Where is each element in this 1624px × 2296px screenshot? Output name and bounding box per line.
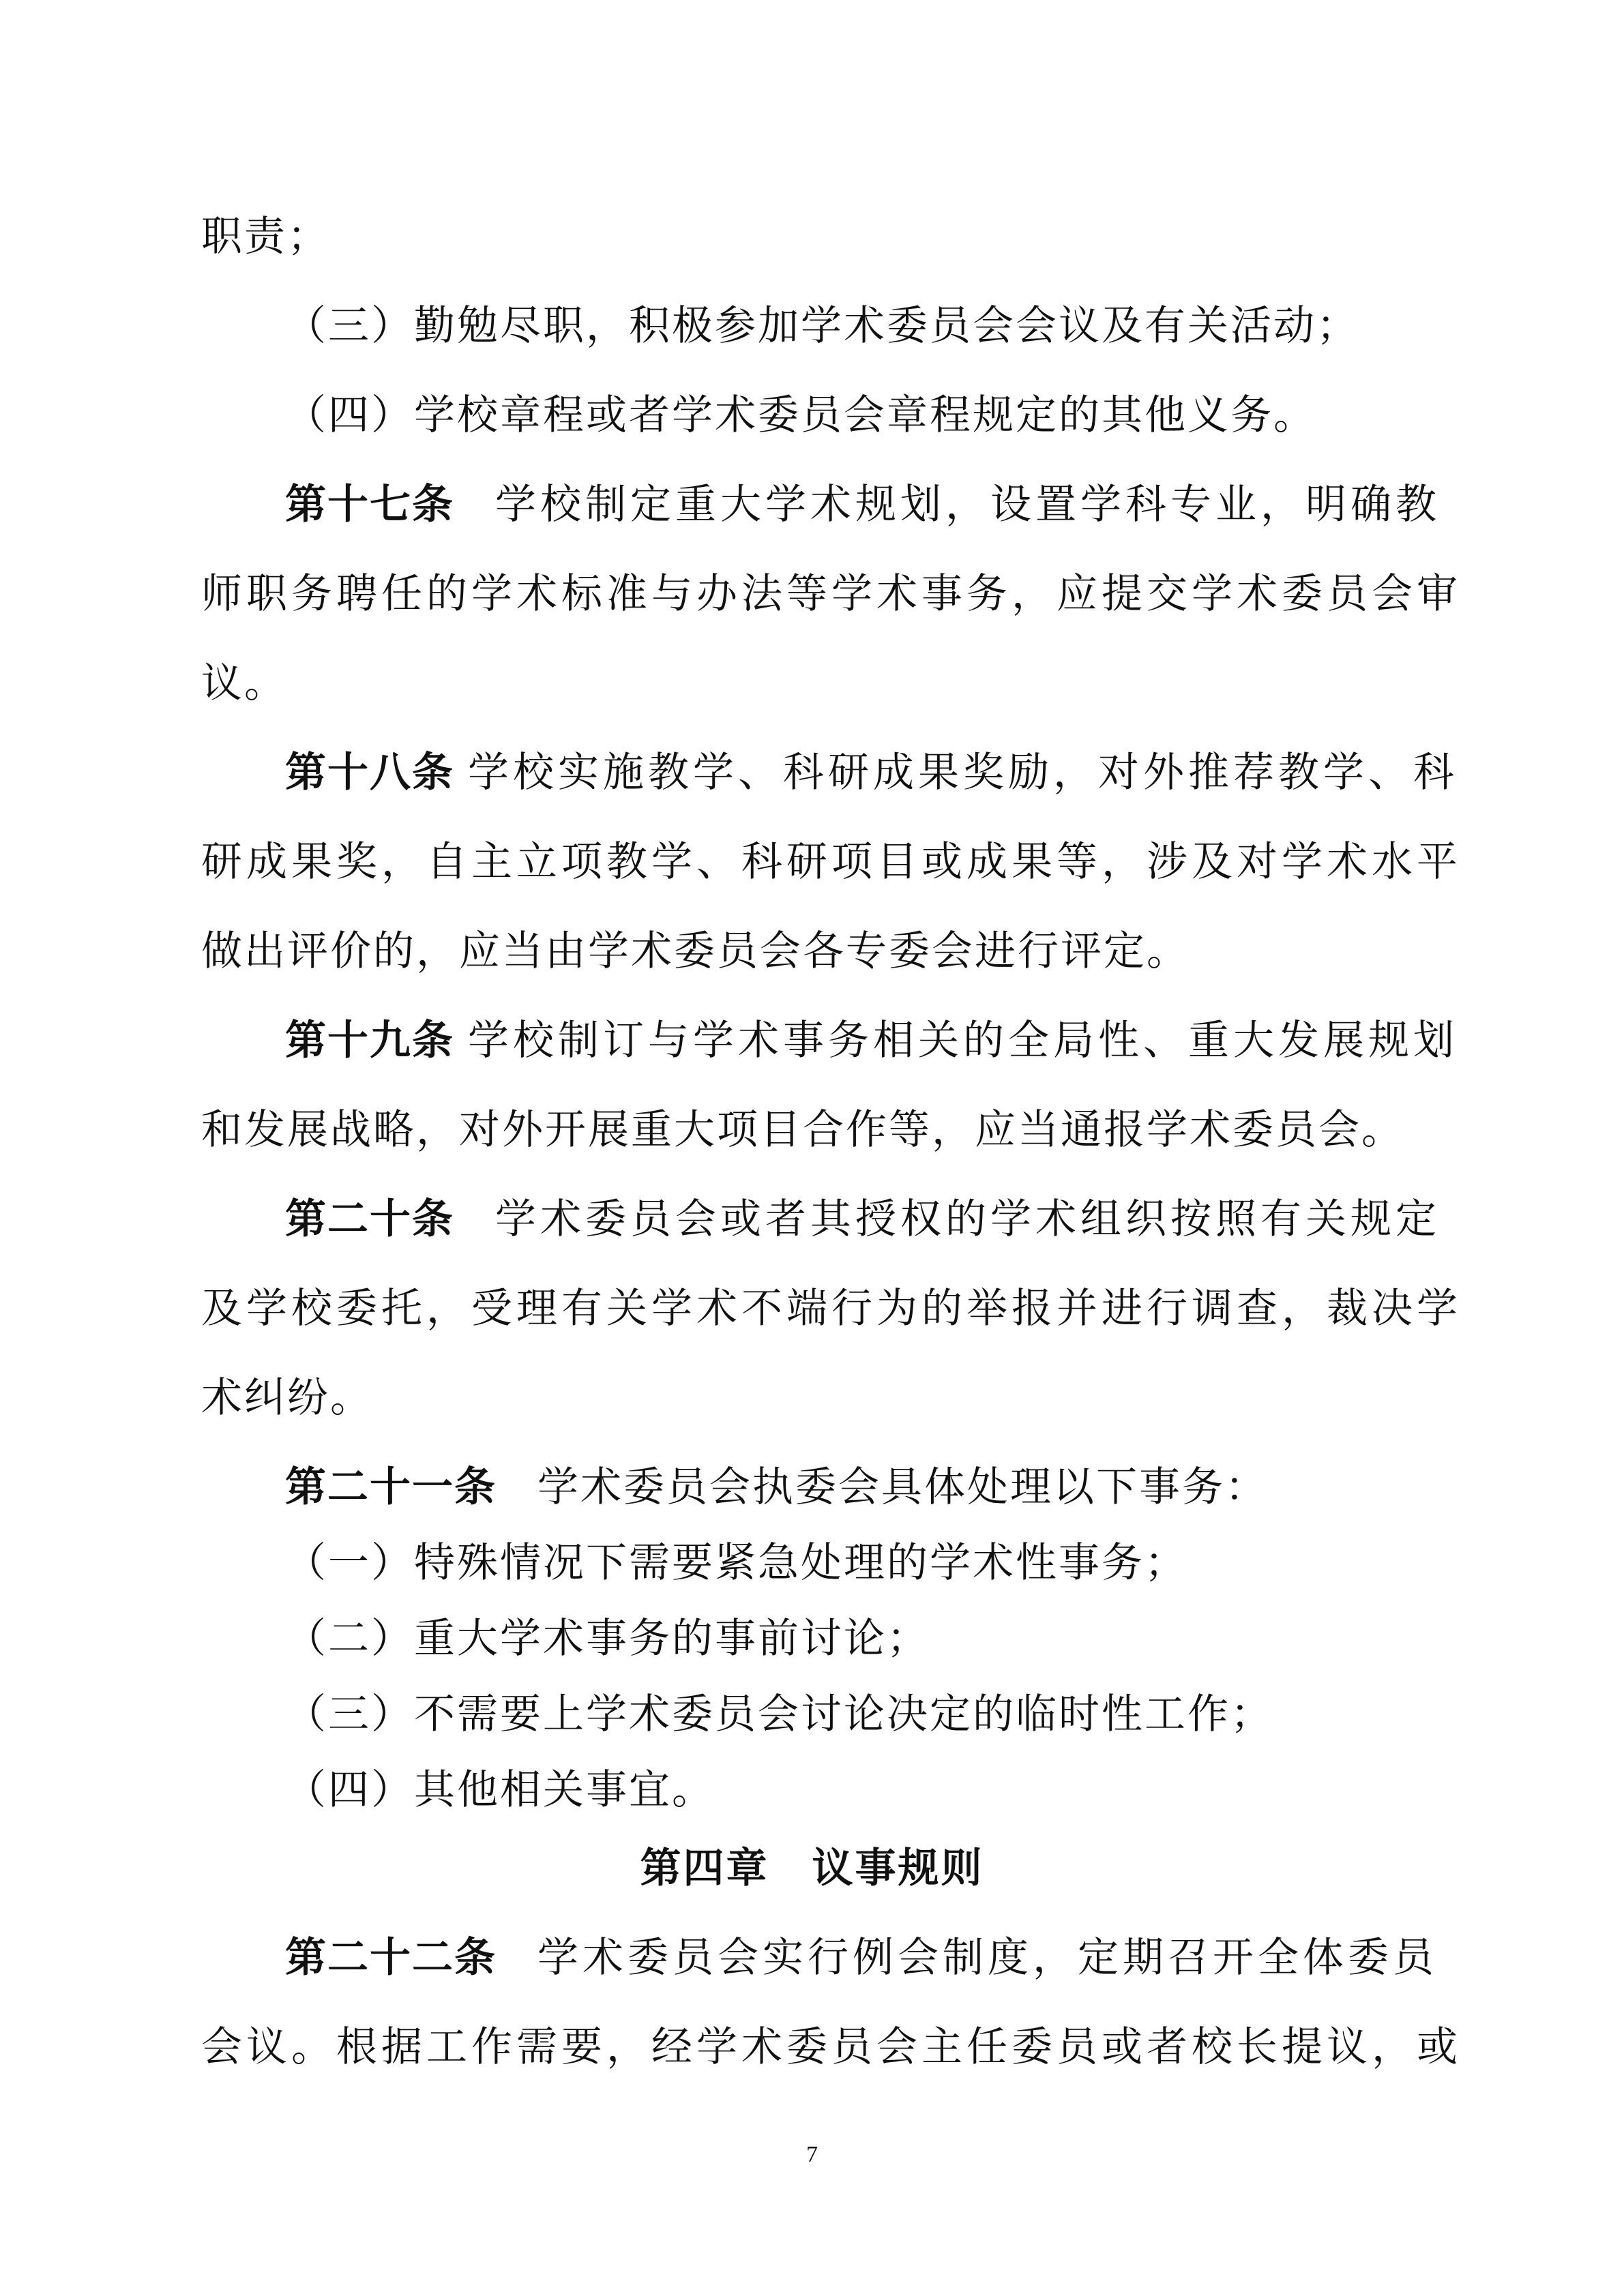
article-22-number: 第二十二条	[285, 1934, 497, 1982]
chapter-heading: 第四章 议事规则	[640, 1845, 984, 1892]
article-22-text-2: 会议。根据工作需要，经学术委员会主任委员或者校长提议，或	[201, 2023, 1462, 2071]
article-22-line-2	[201, 2020, 1462, 2074]
article-22-line-1	[285, 1930, 1513, 1985]
article-17-text-2: 师职务聘任的学术标准与办法等学术事务，应提交学术委员会审	[201, 570, 1462, 618]
article-18-text-2: 研成果奖，自主立项教学、科研项目或成果等，涉及对学术水平	[201, 838, 1462, 886]
article-18-line-1	[285, 745, 1513, 800]
obligation-item-3-text: （三）勤勉尽职，积极参加学术委员会会议及有关活动；	[285, 302, 1359, 350]
article-21-item-1	[285, 1536, 1513, 1590]
article-20-text-2: 及学校委托，受理有关学术不端行为的举报并进行调查，裁决学	[201, 1285, 1462, 1332]
article-20-text-1: 学术委员会或者其授权的学术组织按照有关规定	[495, 1195, 1441, 1243]
page-number: 7	[806, 2142, 818, 2167]
article-21-line-1	[285, 1460, 1513, 1515]
article-19-text-2: 和发展战略，对外开展重大项目合作等，应当通报学术委员会。	[201, 1106, 1404, 1154]
article-21-item-4-text: （四）其他相关事宜。	[285, 1766, 715, 1814]
continued-text-content: 职责；	[201, 213, 330, 260]
article-20-line-2	[201, 1281, 1462, 1336]
article-20-line-3	[201, 1371, 1429, 1425]
article-18-text-1: 学校实施教学、科研成果奖励，对外推荐教学、科	[468, 749, 1458, 796]
article-21-item-3	[285, 1687, 1513, 1742]
article-17-text-1: 学校制定重大学术规划，设置学科专业，明确教	[495, 481, 1441, 528]
article-21-item-4	[285, 1763, 1513, 1817]
article-17-line-1	[285, 477, 1513, 532]
article-18-line-2	[201, 835, 1462, 889]
obligation-item-4	[285, 388, 1513, 443]
article-18-number: 第十八条	[285, 749, 454, 796]
obligation-item-3	[285, 299, 1513, 353]
article-18-text-3: 做出评价的，应当由学术委员会各专委会进行评定。	[201, 927, 1190, 975]
obligation-item-4-text: （四）学校章程或者学术委员会章程规定的其他义务。	[285, 391, 1316, 439]
article-20-number: 第二十条	[285, 1195, 454, 1243]
article-19-line-1	[285, 1013, 1513, 1068]
article-19-number: 第十九条	[285, 1017, 454, 1064]
article-21-item-2-text: （二）重大学术事务的事前讨论；	[285, 1615, 930, 1663]
article-21-number: 第二十一条	[285, 1463, 497, 1511]
article-21-item-2	[285, 1611, 1513, 1666]
article-21-item-3-text: （三）不需要上学术委员会讨论决定的临时性工作；	[285, 1690, 1273, 1738]
article-17-line-2	[201, 567, 1462, 621]
article-19-text-1: 学校制订与学术事务相关的全局性、重大发展规划	[468, 1017, 1458, 1064]
article-18-line-3	[201, 924, 1429, 979]
article-19-line-2	[201, 1103, 1429, 1157]
article-21-text-1: 学术委员会执委会具体处理以下事务：	[537, 1463, 1268, 1511]
article-17-number: 第十七条	[285, 481, 454, 528]
article-22-text-1: 学术委员会实行例会制度，定期召开全体委员	[537, 1934, 1438, 1982]
article-20-text-3: 术纠纷。	[201, 1374, 373, 1422]
continued-text	[201, 209, 1429, 264]
article-21-item-1-text: （一）特殊情况下需要紧急处理的学术性事务；	[285, 1539, 1187, 1587]
article-20-line-1	[285, 1192, 1513, 1247]
article-17-text-3: 议。	[201, 659, 287, 707]
article-17-line-3	[201, 656, 1429, 711]
